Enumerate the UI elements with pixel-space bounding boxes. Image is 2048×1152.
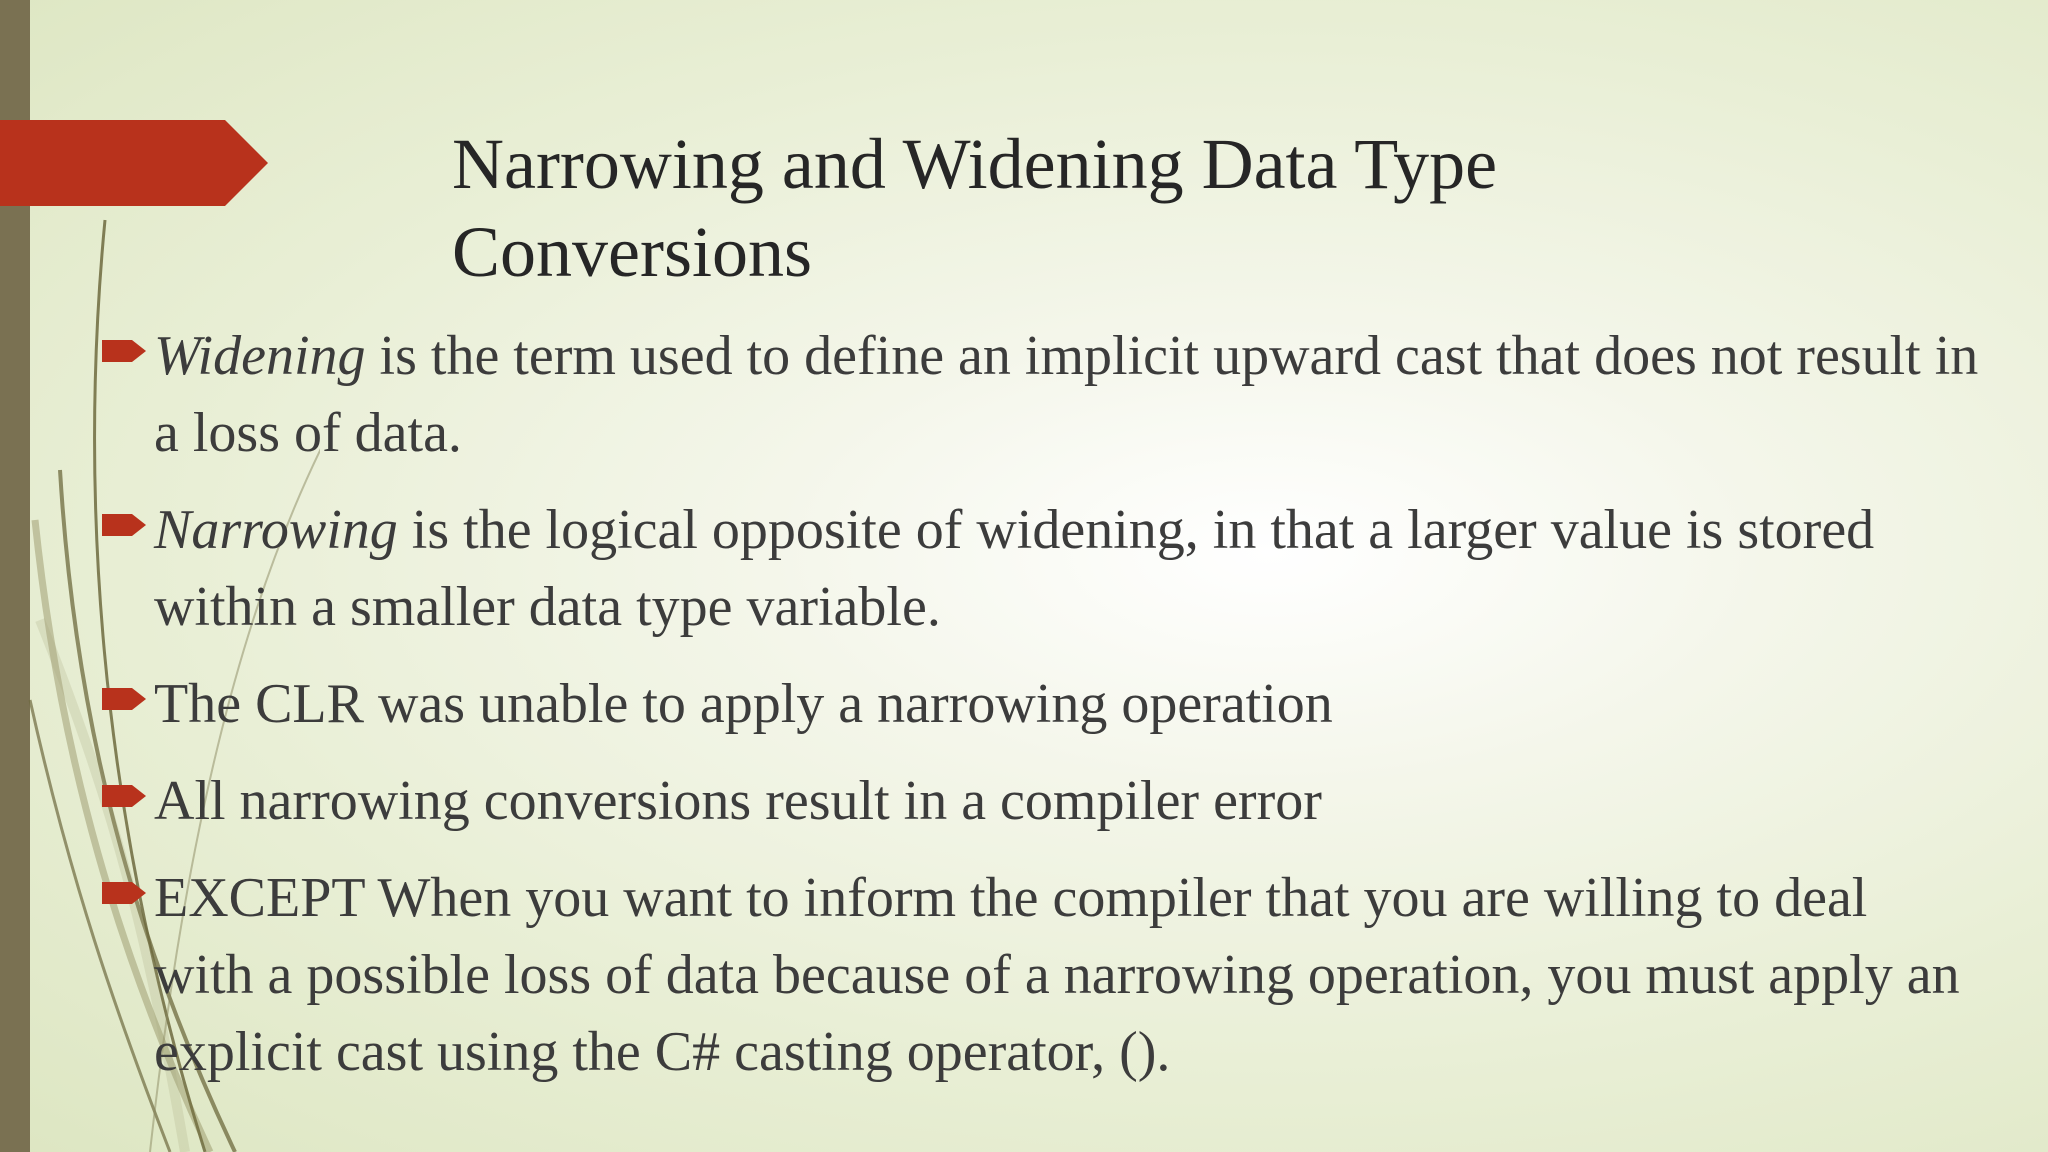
bullet-text-widening: is the term used to define an implicit upward cast that does not result in a loss of data. xyxy=(154,325,1979,464)
bullet-item-clr xyxy=(100,666,1980,743)
bullet-item-widening xyxy=(100,318,1980,472)
slide-title-line-2: Conversions xyxy=(452,212,812,292)
bullet-item-compiler-error xyxy=(100,763,1980,840)
bullet-term-widening: Widening xyxy=(154,325,366,387)
bullet-item-except xyxy=(100,860,1980,1091)
bullet-text-except: EXCEPT When you want to inform the compiler that you are willing to deal with a possible loss of data because of a narrowing operation, you must apply an explicit cast using the C# casting operator, (). xyxy=(154,867,1960,1083)
arrow-bullet-icon xyxy=(102,340,146,362)
bullet-list xyxy=(100,318,1980,1091)
arrow-bullet-icon xyxy=(102,785,146,807)
bullet-term-narrowing: Narrowing xyxy=(154,499,398,561)
bullet-text-narrowing: is the logical opposite of widening, in that a larger value is stored within a smaller data type variable. xyxy=(154,499,1875,638)
arrow-bullet-icon xyxy=(102,882,146,904)
bullet-text-compiler-error: All narrowing conversions result in a compiler error xyxy=(154,770,1322,832)
arrow-pentagon-icon xyxy=(0,120,270,206)
slide-title-line-1: Narrowing and Widening Data Type xyxy=(452,124,1498,204)
bullet-item-narrowing xyxy=(100,492,1980,646)
slide-title xyxy=(452,120,1852,296)
arrow-bullet-icon xyxy=(102,514,146,536)
arrow-bullet-icon xyxy=(102,688,146,710)
bullet-text-clr: The CLR was unable to apply a narrowing operation xyxy=(154,673,1333,735)
